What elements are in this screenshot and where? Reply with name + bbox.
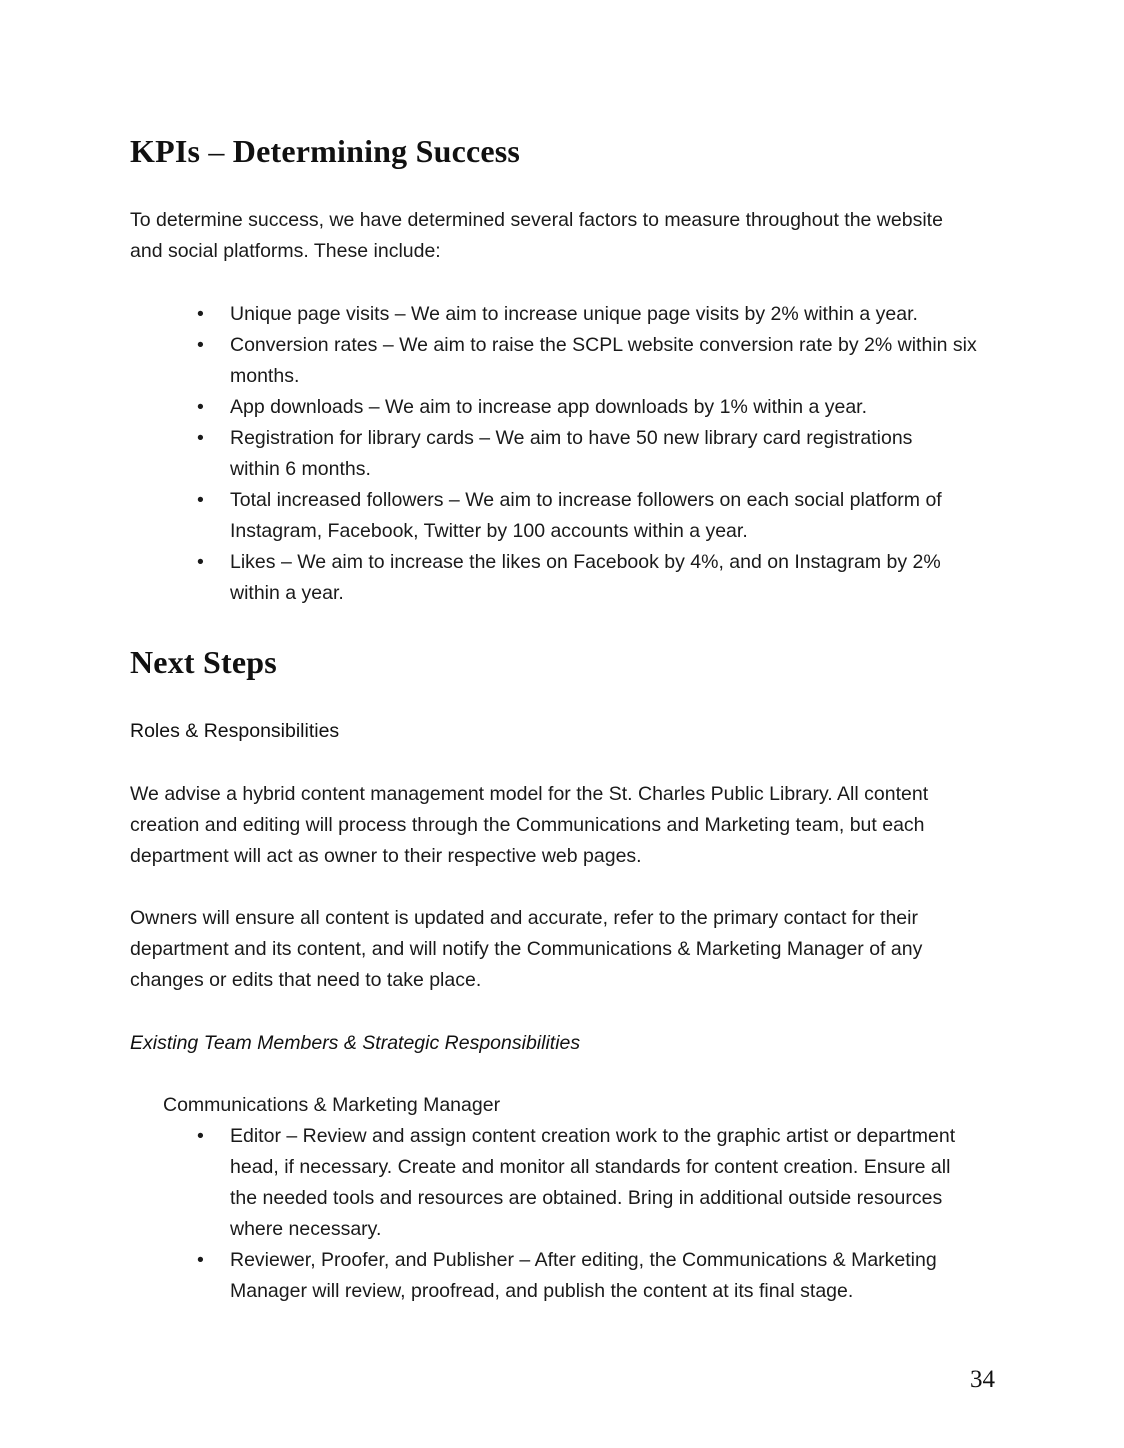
kpis-heading-dash: – (208, 133, 225, 169)
bullet-icon: • (197, 1125, 204, 1147)
list-item (130, 392, 1000, 423)
kpis-intro-paragraph (130, 205, 1000, 267)
role-title: Communications & Marketing Manager (163, 1094, 501, 1116)
kpis-heading (130, 131, 520, 171)
kpis-heading-rest: Determining Success (232, 133, 521, 169)
list-item-line: within a year. (230, 582, 344, 604)
list-item-line: Instagram, Facebook, Twitter by 100 accounts within a year. (230, 520, 748, 542)
team-members-heading: Existing Team Members & Strategic Responsibilities (130, 1032, 581, 1054)
paragraph-line: Owners will ensure all content is updated and accurate, refer to the primary contact for their (130, 907, 918, 929)
list-item-line: Total increased followers – We aim to increase followers on each social platform of (230, 489, 942, 511)
owners-paragraph (130, 903, 1000, 996)
bullet-icon: • (197, 1249, 204, 1271)
kpis-heading-main: KPIs (130, 133, 201, 169)
list-item (130, 1245, 1000, 1307)
paragraph-line: creation and editing will process through the Communications and Marketing team, but each (130, 814, 925, 836)
list-item-line: Reviewer, Proofer, and Publisher – After editing, the Communications & Marketing (230, 1249, 937, 1271)
kpis-list (130, 299, 1000, 609)
hybrid-model-paragraph (130, 779, 1000, 872)
list-item (130, 1121, 1000, 1245)
list-item (130, 547, 1000, 609)
bullet-icon: • (197, 396, 204, 418)
list-item-line: Unique page visits – We aim to increase unique page visits by 2% within a year. (230, 303, 918, 325)
list-item-line: Conversion rates – We aim to raise the SCPL website conversion rate by 2% within six (230, 334, 977, 356)
page-number: 34 (970, 1366, 995, 1393)
list-item (130, 423, 1000, 485)
list-item-line: months. (230, 365, 300, 387)
role-responsibilities-list (130, 1121, 1000, 1307)
paragraph-line: department will act as owner to their respective web pages. (130, 845, 642, 867)
bullet-icon: • (197, 551, 204, 573)
bullet-icon: • (197, 427, 204, 449)
list-item-line: the needed tools and resources are obtained. Bring in additional outside resources (230, 1187, 943, 1209)
bullet-icon: • (197, 489, 204, 511)
list-item-line: App downloads – We aim to increase app downloads by 1% within a year. (230, 396, 868, 418)
list-item (130, 485, 1000, 547)
roles-subheading: Roles & Responsibilities (130, 720, 340, 742)
list-item-line: within 6 months. (230, 458, 371, 480)
paragraph-line: and social platforms. These include: (130, 240, 441, 262)
list-item (130, 330, 1000, 392)
bullet-icon: • (197, 303, 204, 325)
list-item-line: Editor – Review and assign content creation work to the graphic artist or department (230, 1125, 956, 1147)
list-item-line: head, if necessary. Create and monitor all standards for content creation. Ensure all (230, 1156, 951, 1178)
list-item-line: where necessary. (230, 1218, 382, 1240)
paragraph-line: We advise a hybrid content management model for the St. Charles Public Library. All content (130, 783, 929, 805)
list-item-line: Likes – We aim to increase the likes on Facebook by 4%, and on Instagram by 2% (230, 551, 941, 573)
list-item (130, 299, 1000, 330)
list-item-line: Registration for library cards – We aim to have 50 new library card registrations (230, 427, 913, 449)
list-item-line: Manager will review, proofread, and publish the content at its final stage. (230, 1280, 854, 1302)
paragraph-line: To determine success, we have determined several factors to measure throughout the website (130, 209, 943, 231)
next-steps-heading: Next Steps (130, 644, 277, 680)
paragraph-line: changes or edits that need to take place. (130, 969, 482, 991)
paragraph-line: department and its content, and will notify the Communications & Marketing Manager of any (130, 938, 923, 960)
bullet-icon: • (197, 334, 204, 356)
